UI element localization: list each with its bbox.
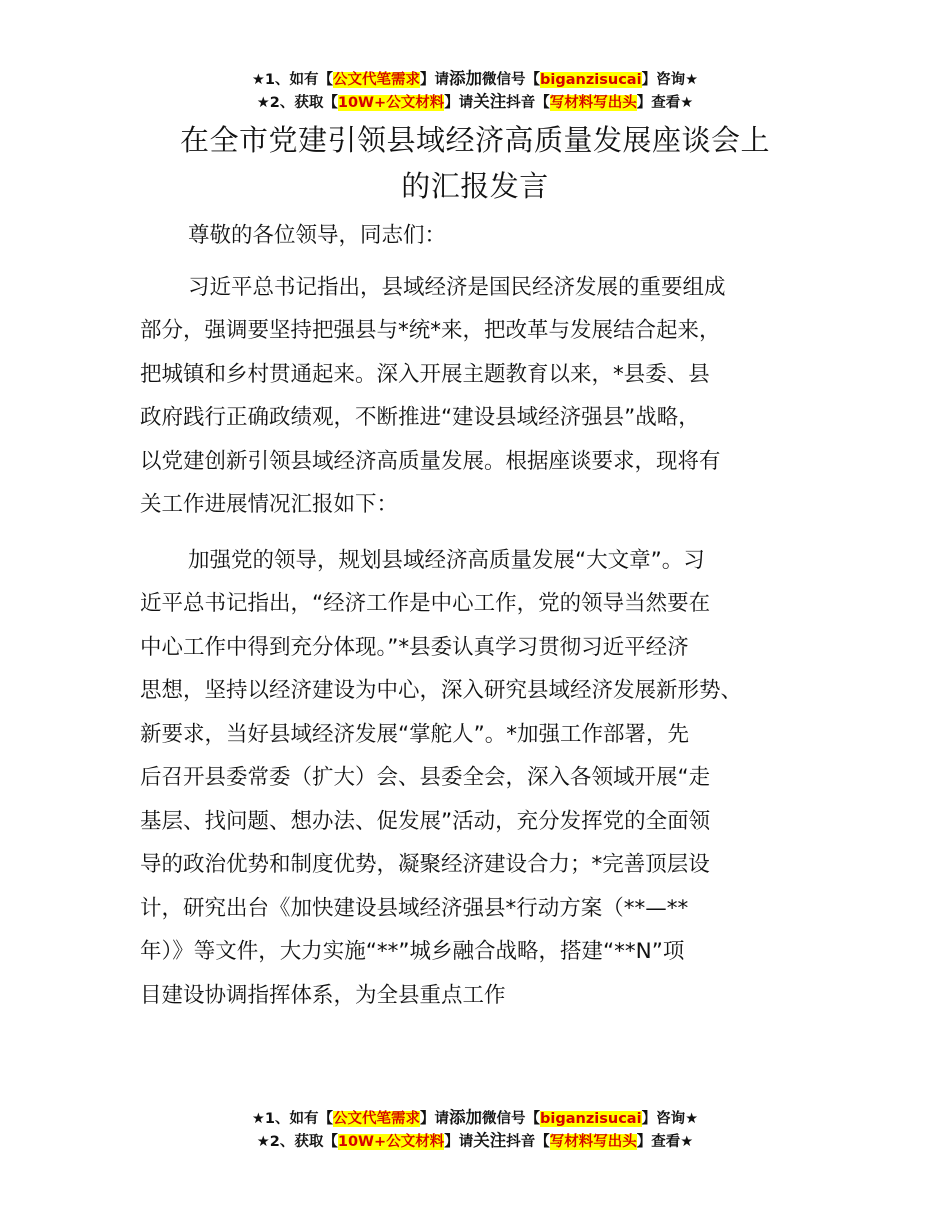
banner-text: 】请 — [444, 95, 474, 111]
footer-banner — [0, 1107, 950, 1153]
highlight-wechat-id: biganzisucai — [540, 72, 642, 88]
salutation: 尊敬的各位领导，同志们： — [188, 223, 447, 248]
highlight-materials: 10W+公文材料 — [337, 1134, 445, 1150]
document-body — [140, 214, 812, 1017]
text-line: 基层、找问题、想办法、促发展”活动，充分发挥党的全面领 — [140, 808, 711, 834]
banner-text: 】咨询★ — [641, 72, 699, 88]
document-title — [100, 117, 850, 209]
banner-line-2 — [0, 91, 950, 114]
banner-emphasis: 添加 — [449, 1108, 483, 1127]
text-line: 习近平总书记指出，县域经济是国民经济发展的重要组成 — [188, 274, 726, 300]
highlight-douyin: 写材料写出头 — [549, 1134, 637, 1150]
title-line: 在全市党建引领县域经济高质量发展座谈会上 — [179, 123, 770, 157]
banner-text: ★1、如有【 — [251, 1111, 334, 1127]
banner-text: 】查看★ — [636, 1134, 694, 1150]
highlight-douyin: 写材料写出头 — [549, 95, 637, 111]
text-line: 思想，坚持以经济建设为中心，深入研究县域经济发展新形势、 — [140, 678, 743, 703]
banner-emphasis: 关注 — [473, 92, 507, 111]
paragraph-1 — [140, 266, 812, 527]
banner-text: 】请 — [444, 1134, 474, 1150]
banner-text: 抖音【 — [506, 95, 550, 111]
banner-text: 】咨询★ — [641, 1111, 699, 1127]
highlight-ghostwriting: 公文代笔需求 — [333, 1111, 421, 1127]
banner-text: 抖音【 — [506, 1134, 550, 1150]
banner-text: 微信号【 — [482, 1111, 541, 1127]
banner-text: ★2、获取【 — [256, 95, 338, 111]
text-line: 政府践行正确政绩观，不断推进“建设县域经济强县”战略， — [140, 405, 700, 430]
banner-text: ★1、如有【 — [251, 72, 334, 88]
text-line: 计，研究出台《加快建设县域经济强县*行动方案（**—** — [140, 895, 689, 921]
banner-text: 微信号【 — [482, 72, 541, 88]
text-line: 以党建创新引领县域经济高质量发展。根据座谈要求，现将有 — [140, 448, 721, 474]
banner-line-1 — [0, 1107, 950, 1130]
banner-line-1 — [0, 68, 950, 91]
text-line: 近平总书记指出，“经济工作是中心工作，党的领导当然要在 — [140, 591, 711, 616]
text-line: 年）》等文件，大力实施“**”城乡融合战略，搭建“**N”项 — [140, 939, 685, 964]
highlight-ghostwriting: 公文代笔需求 — [333, 72, 421, 88]
banner-text: 】请 — [420, 72, 450, 88]
text-line: 把城镇和乡村贯通起来。深入开展主题教育以来，*县委、县 — [140, 361, 710, 387]
text-line: 新要求，当好县域经济发展“掌舵人”。*加强工作部署，先 — [140, 721, 690, 747]
title-line: 的汇报发言 — [401, 169, 549, 203]
highlight-wechat-id: biganzisucai — [540, 1111, 642, 1127]
banner-emphasis: 添加 — [449, 69, 483, 88]
text-line: 导的政治优势和制度优势，凝聚经济建设合力；*完善顶层设 — [140, 852, 710, 877]
text-line: 后召开县委常委（扩大）会、县委全会，深入各领域开展“走 — [140, 765, 711, 790]
paragraph-2 — [140, 539, 812, 1018]
text-line: 加强党的领导，规划县域经济高质量发展“大文章”。习 — [188, 547, 705, 573]
header-banner — [0, 68, 950, 114]
highlight-materials: 10W+公文材料 — [337, 95, 445, 111]
text-line: 目建设协调指挥体系，为全县重点工作 — [140, 982, 506, 1008]
banner-text: 】请 — [420, 1111, 450, 1127]
text-line: 中心工作中得到充分体现。”*县委认真学习贯彻习近平经济 — [140, 634, 689, 660]
banner-text: ★2、获取【 — [256, 1134, 338, 1150]
banner-text: 】查看★ — [636, 95, 694, 111]
banner-line-2 — [0, 1130, 950, 1153]
banner-emphasis: 关注 — [473, 1131, 507, 1150]
text-line: 部分，强调要坚持把强县与*统*来，把改革与发展结合起来， — [140, 318, 721, 343]
text-line: 关工作进展情况汇报如下： — [140, 492, 399, 517]
